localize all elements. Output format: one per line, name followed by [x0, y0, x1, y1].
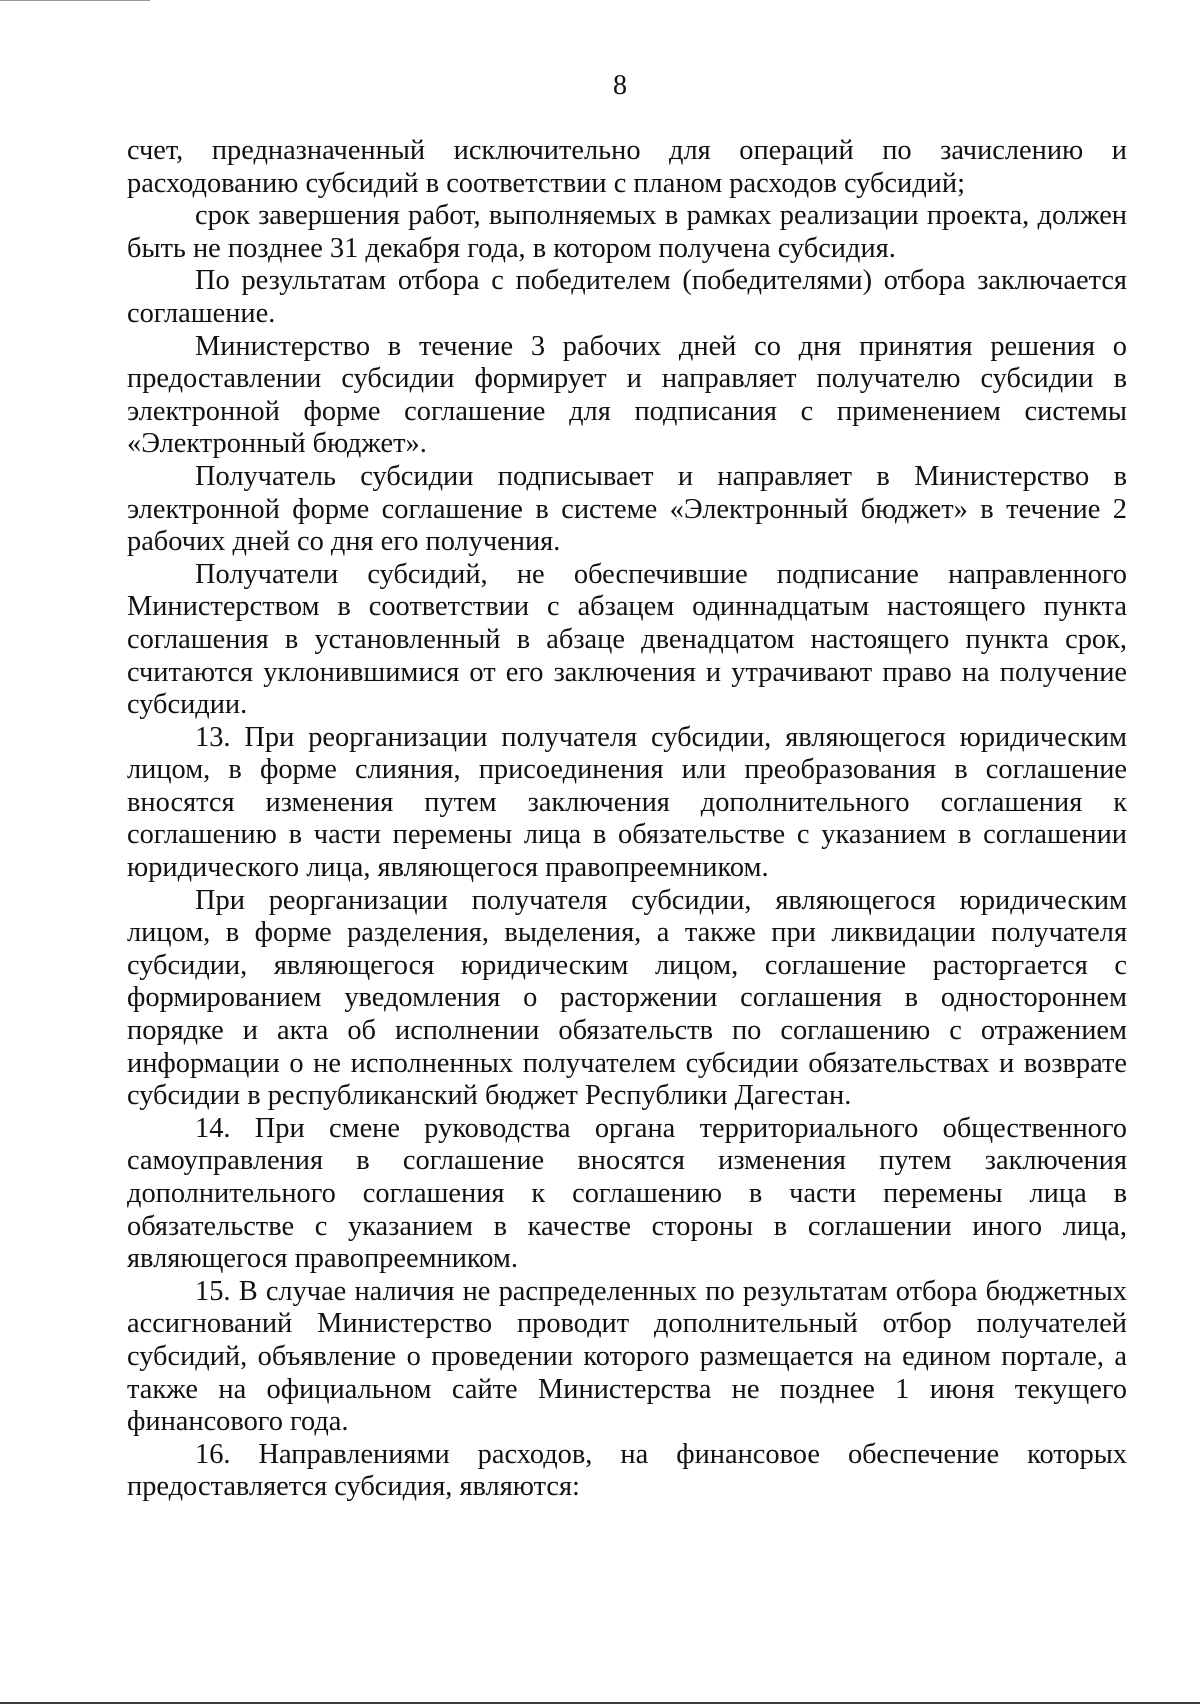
document-body — [127, 135, 1127, 1504]
paragraph-item-13: 13. При реорганизации получателя субсидии, являющегося юридическим лицом, в форме слияния, присоединения или преобразования в соглашение вносятся изменения путем заключения дополнительного соглашения к соглашению в части перемены лица в обязательстве с указанием в соглашении юридического лица, являющегося правопреемником. — [127, 721, 1127, 884]
paragraph-selection-results: По результатам отбора с победителем (победителями) отбора заключается соглашение. — [127, 265, 1127, 329]
scan-edge-bottom — [0, 1702, 1200, 1704]
paragraph-reorganization-termination: При реорганизации получателя субсидии, являющегося юридическим лицом, в форме разделения, выделения, а также при ликвидации получателя субсидии, являющегося юридическим лицом, соглашение расторгается с формированием уведомления о расторжении соглашения в одностороннем порядке и акта об исполнении обязательств по соглашению с отражением информации о не исполненных получателем субсидии обязательствах и возврате субсидии в республиканский бюджет Республики Дагестан. — [127, 884, 1127, 1112]
paragraph-recipients-evading: Получатели субсидий, не обеспечившие подписание направленного Министерством в соответствии с абзацем одиннадцатым настоящего пункта соглашения в установленный в абзаце двенадцатом настоящего пункта срок, считаются уклонившимися от его заключения и утрачивают право на получение субсидии. — [127, 558, 1127, 721]
paragraph-item-14: 14. При смене руководства органа территориального общественного самоуправления в соглашение вносятся изменения путем заключения дополнительного соглашения к соглашению в части перемены лица в обязательстве с указанием в качестве стороны в соглашении иного лица, являющегося правопреемником. — [127, 1112, 1127, 1275]
paragraph-ministry-agreement: Министерство в течение 3 рабочих дней со дня принятия решения о предоставлении субсидии формирует и направляет получателю субсидии в электронной форме соглашение для подписания с применением системы «Электронный бюджет». — [127, 330, 1127, 460]
paragraph-recipient-signs: Получатель субсидии подписывает и направляет в Министерство в электронной форме соглашение в системе «Электронный бюджет» в течение 2 рабочих дней со дня его получения. — [127, 460, 1127, 558]
paragraph-account-continuation: счет, предназначенный исключительно для операций по зачислению и расходованию субсидий в соответствии с планом расходов субсидий; — [127, 135, 1127, 199]
paragraph-completion-deadline: срок завершения работ, выполняемых в рамках реализации проекта, должен быть не позднее 31 декабря года, в котором получена субсидия. — [127, 200, 1127, 264]
scan-edge-top — [0, 0, 150, 1]
paragraph-item-16: 16. Направлениями расходов, на финансовое обеспечение которых предоставляется субсидия, являются: — [127, 1438, 1127, 1503]
paragraph-item-15: 15. В случае наличия не распределенных по результатам отбора бюджетных ассигнований Министерство проводит дополнительный отбор получателей субсидий, объявление о проведении которого размещается на едином портале, а также на официальном сайте Министерства не позднее 1 июня текущего финансового года. — [127, 1275, 1127, 1438]
page-number: 8 — [613, 70, 627, 101]
